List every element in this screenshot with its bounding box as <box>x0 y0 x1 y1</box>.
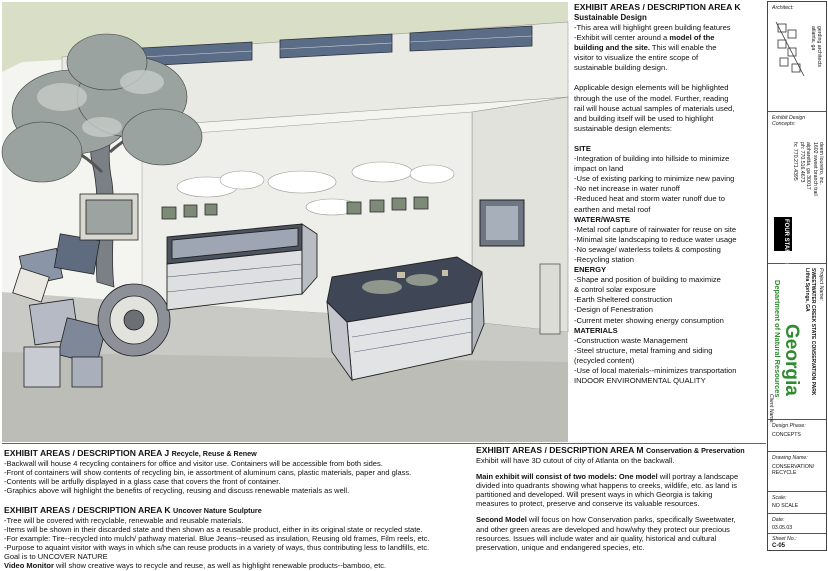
designer-cell <box>768 112 826 269</box>
area-k-sculpture-line: -Items will be shown in their discarded state and then shown as a reusable product, either in its original state or recycled state. <box>4 525 423 535</box>
area-j-description <box>4 448 474 495</box>
architect-label: Architect: <box>772 5 794 11</box>
scale-cell <box>768 492 826 514</box>
area-m-line: Exhibit will have 3D cutout of city of Atlanta on the backwall. <box>476 456 675 465</box>
area-k-intro-line: -This area will highlight green building features <box>574 23 731 32</box>
rendering-illustration <box>2 2 568 442</box>
energy-item: -Current meter showing energy consumption <box>574 315 724 325</box>
area-m-second-line: preservation, unique and endangered species, etc. <box>476 542 645 552</box>
architect-cell <box>768 2 826 112</box>
designer-address: deem loureiro, inc. 1602 sweet branch trail alpharetta, ga 30017 ph: 770.516.4673 fx: 770.271.4395 <box>792 142 824 196</box>
drawing-cell <box>768 452 826 492</box>
area-m-heading: EXHIBIT AREAS / DESCRIPTION AREA M Conservation & Preservation <box>476 445 745 455</box>
area-k-intro-line: -Exhibit will center around a model of the <box>574 33 715 43</box>
scale-label: Scale: <box>772 495 787 501</box>
area-m-second-line: resources. Issues will include water and air quality, historical and cultural <box>476 533 717 543</box>
project-client-cell <box>768 264 826 424</box>
area-m-main-line: Main exhibit will consist of two models: One model will portray a landscape <box>476 472 739 482</box>
area-m-main-line: measures to protect, preserve and conserve its valuable resources. <box>476 499 700 509</box>
area-k-para-line: sustainable design elements: <box>574 123 672 133</box>
phase-value: CONCEPTS <box>772 432 801 438</box>
area-k-subheading: Sustainable Design <box>574 12 647 22</box>
project-name: SWEETWATER CREEK STATE CONSERVATION PARK Lithia Springs, GA <box>804 268 816 396</box>
sheet-cell <box>768 534 826 551</box>
materials-item: -Steel structure, metal framing and siding <box>574 345 713 355</box>
client-georgia-logo: Georgia <box>781 324 802 396</box>
materials-heading: MATERIALS <box>574 325 618 335</box>
video-monitor-line: Video Monitor will show creative ways to recycle and reuse, as well as highlight renewable products--bamboo, etc. <box>4 561 387 571</box>
four-star-pro-logo: FOUR STAR PRO <box>774 217 792 251</box>
area-k-para-line: Applicable design elements will be highlighted <box>574 83 729 93</box>
energy-item: -Shape and position of building to maximize <box>574 275 721 285</box>
area-k-sculpture-line: -Purpose to aquaint visitor with ways in which s/he can reuse products in a variety of ways, thus contributing less to landfills, etc. <box>4 543 430 553</box>
water-item: -Recycling station <box>574 254 634 264</box>
phase-label: Design Phase: <box>772 423 806 429</box>
drawing-value: CONSERVATION/ RECYCLE <box>772 464 815 477</box>
architect-logo-icon <box>774 20 808 80</box>
area-k-sculpture-line: -For example: Tire--recycled into mulch/ pathway material. Blue Jeans--reused as insulation, Reusing old frames, Film reels, etc. <box>4 534 430 544</box>
project-label: Project Name: <box>818 268 824 301</box>
area-k-sculpture-line: -Tree will be covered with recyclable, renewable and reusable materials. <box>4 516 244 525</box>
designer-label: Exhibit Design Concepts: <box>772 115 806 127</box>
water-item: -Minimal site landscaping to reduce water usage <box>574 234 737 244</box>
client-label: Client Name: <box>768 394 774 424</box>
site-item: -Integration of building into hillside to minimize <box>574 154 730 164</box>
area-m-main-line: partitioned and developed. Will present ways in which Georgia is taking <box>476 490 713 500</box>
area-k-sculpture-description <box>4 505 474 571</box>
area-k-sculpture-line: Goal is to UNCOVER NATURE <box>4 552 108 562</box>
water-item: -Metal roof capture of rainwater for reuse on site <box>574 224 737 234</box>
area-k-intro-line: sustainable building design. <box>574 63 668 73</box>
energy-item: & control solar exposure <box>574 285 656 295</box>
energy-heading: ENERGY <box>574 265 607 275</box>
title-block <box>767 1 827 551</box>
section-divider <box>2 443 766 444</box>
energy-item: -Design of Fenestration <box>574 305 653 315</box>
drawing-label: Drawing Name: <box>772 455 808 461</box>
area-k-intro-line: visitor to visualize the entire scope of <box>574 53 699 63</box>
area-j-line: -Contents will be artfully displayed in a glass case that covers the front of container. <box>4 477 281 487</box>
site-item: impact on land <box>574 164 624 174</box>
area-m-second-line: and other green areas are developed and how/why they protect our precious <box>476 524 730 534</box>
materials-item: -Use of local materials--minimizes transportation <box>574 366 737 375</box>
area-k-description <box>574 2 766 442</box>
site-item: -Use of existing parking to minimize new paving <box>574 174 735 184</box>
area-j-line: -Front of containers will show contents of recycling bin, ie assortment of aluminum cans, plastic materials, paper and glass. <box>4 468 412 478</box>
area-j-line: -Backwall will house 4 recycling containers for office and visitor use. Containers will be accessible from both sides. <box>4 459 383 468</box>
date-label: Date: <box>772 517 785 523</box>
area-k-para-line: through the use of the model. Further, reading <box>574 93 729 103</box>
site-heading: SITE <box>574 143 591 153</box>
area-k-para-line: rail will house actual samples of materials used, <box>574 103 735 113</box>
sheet-label: Sheet No.: <box>772 536 797 542</box>
materials-item: -Construction waste Management <box>574 335 688 345</box>
site-item: earthen and metal roof <box>574 204 651 214</box>
water-heading: WATER/WASTE <box>574 214 630 224</box>
client-department: Department of Natural Resources <box>773 280 782 398</box>
exhibit-rendering <box>2 2 568 442</box>
architect-name: gerding architects atlanta, ga <box>810 26 822 67</box>
ieq-heading: INDOOR ENVIRONMENTAL QUALITY <box>574 376 706 386</box>
scale-value: NO SCALE <box>772 503 799 509</box>
site-item: -Reduced heat and storm water runoff due to <box>574 194 725 204</box>
date-cell <box>768 514 826 534</box>
sheet-value: C-05 <box>772 543 786 549</box>
area-m-main-line: divided into quadrants showing what happens to creeks, wildlife, etc. as land is <box>476 481 737 491</box>
area-j-heading: EXHIBIT AREAS / DESCRIPTION AREA J Recycle, Reuse & Renew <box>4 448 257 458</box>
materials-item: (recycled content) <box>574 355 635 365</box>
energy-item: -Earth Sheltered construction <box>574 295 673 305</box>
phase-cell <box>768 420 826 452</box>
area-k-heading: EXHIBIT AREAS / DESCRIPTION AREA K <box>574 2 741 12</box>
area-m-second-line: Second Model will focus on how Conservation parks, specifically Sweetwater, <box>476 515 736 525</box>
area-k-sculpture-heading: EXHIBIT AREAS / DESCRIPTION AREA K Uncover Nature Sculpture <box>4 505 262 515</box>
date-value: 03.05.03 <box>772 525 793 531</box>
area-k-para-line: and building itself will be used to highlight <box>574 113 714 123</box>
water-item: -No sewage/ waterless toilets & composting <box>574 244 721 254</box>
area-j-line: -Graphics above will highlight the benefits of recycling, reusing and discuss renewable materials as well. <box>4 486 350 496</box>
area-k-intro-line: building and the site. This will enable the <box>574 43 717 53</box>
site-item: -No net increase in water runoff <box>574 184 680 194</box>
area-m-description <box>476 445 764 552</box>
